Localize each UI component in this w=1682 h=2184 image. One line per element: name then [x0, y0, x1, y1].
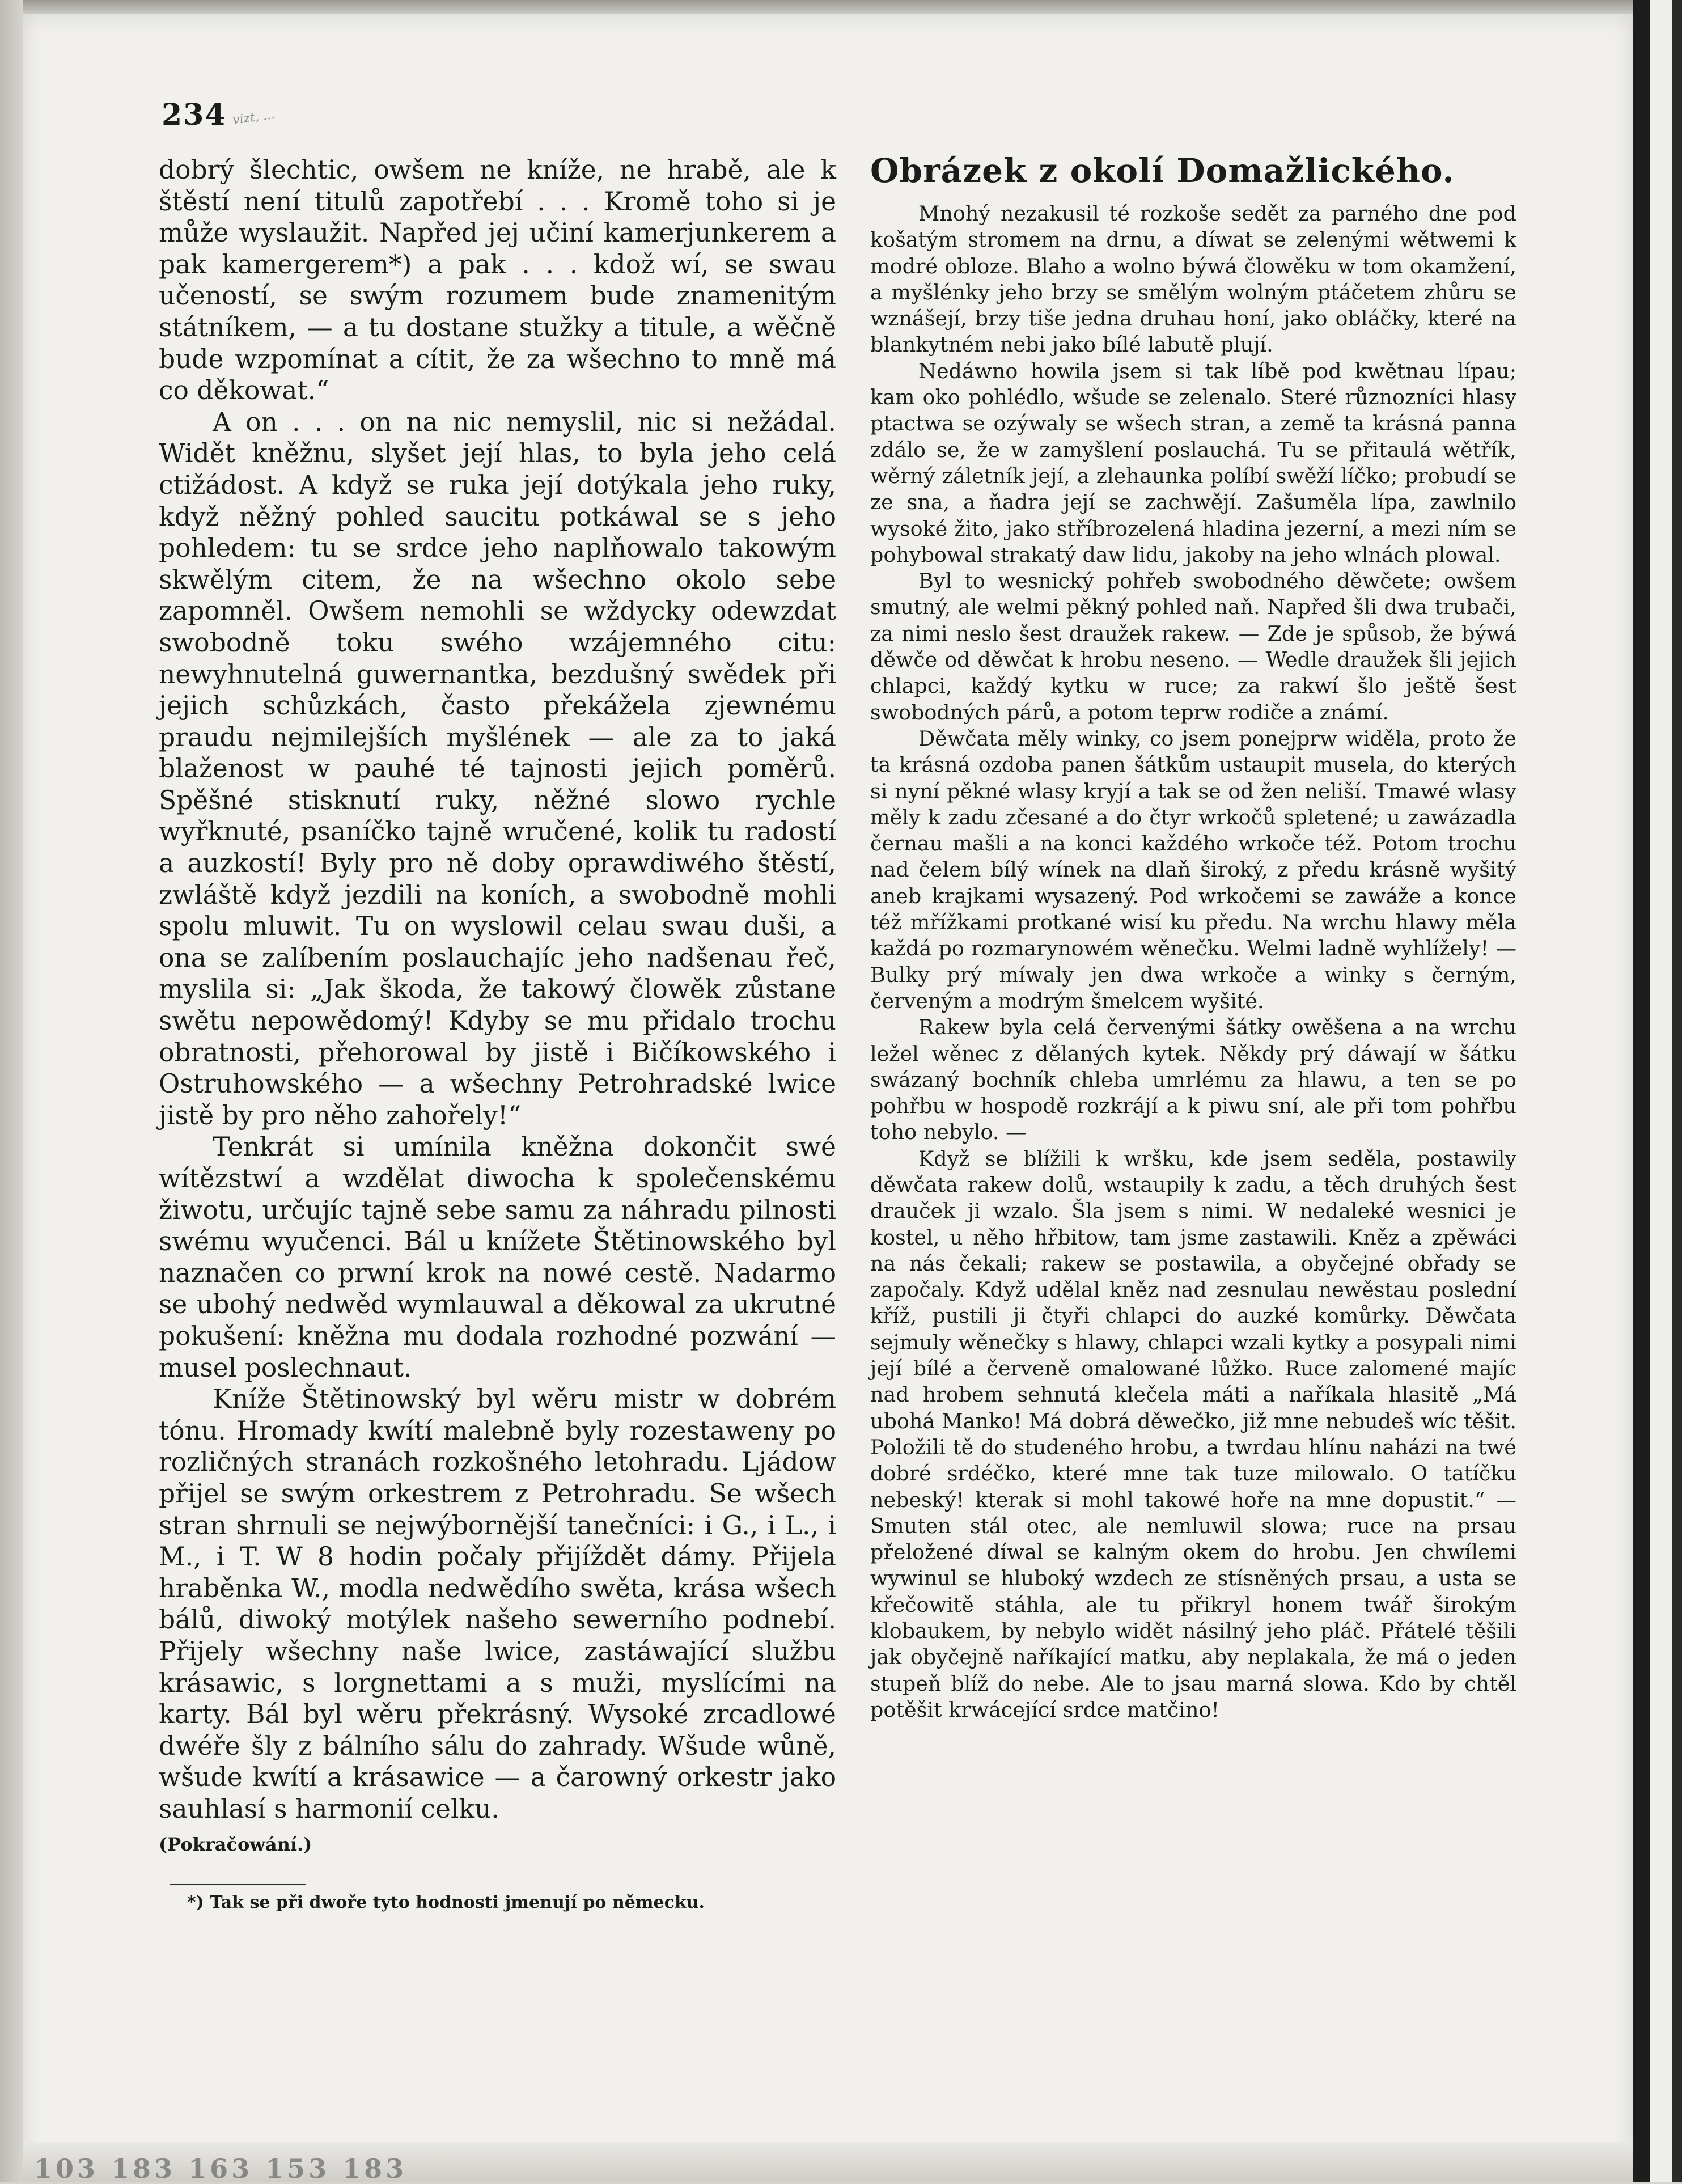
right-paragraph-3: Byl to wesnický pohřeb swobodného děwčete; owšem smutný, ale welmi pěkný pohled naň. Napřed šli dwa trubači, za nimi neslo šest draužek rakew. — Zde je spůsob, že býwá děwče od děwčat k hrobu neseno. — Wedle draužek šli jejich chlapci, každý kytku w ruce; za rakwí šlo ještě šest swobodných párů, a potom teprw rodiče a známí. — [870, 569, 1516, 725]
right-paragraph-5: Rakew byla celá červenými šátky owěšena a na wrchu ležel wěnec z dělaných kytek. Někdy prý dáwají w šátku swázaný bochník chleba umrlému za hlawu, a ten se po pohřbu w hospodě rozkrájí a k piwu sní, ale při tom pohřbu toho nebylo. — — [870, 1015, 1516, 1145]
scan-border-left — [0, 0, 23, 2182]
right-column — [870, 152, 1516, 1723]
footnote: *) Tak se při dwoře tyto hodnosti jmenují po německu. — [187, 1893, 705, 1913]
right-paragraph-2: Nedáwno howila jsem si tak líbě pod kwětnau lípau; kam oko pohlédlo, wšude se zelenalo. Steré různozníci hlasy ptactwa se ozýwaly se wšech stran, a země ta krásná panna zdálo se, že w zamyšlení poslauchá. Tu se přitaulá wětřík, wěrný záletník její, a zlehaunka políbí swěží líčko; probudí se ze sna, a ňadra její se zachwějí. Zašuměla lípa, zawlnilo wysoké žito, jako stříbrozelená hladina jezerní, a mezi ním se pohybowal strakatý daw lidu, jakoby na jeho wlnách plowal. — [870, 358, 1516, 567]
cut-off-text-fragment: 103 183 163 153 183 — [34, 2153, 408, 2184]
right-paragraph-6: Když se blížili k wršku, kde jsem seděla, postawily děwčata rakew dolů, wstaupily k zadu, a těch druhých šest drauček ji wzalo. Šla jsem s nimi. W nedaleké wesnici je kostel, u něho hřbitow, tam jsme zastawili. Kněz a zpěwáci na nás čekali; rakew se postawila, a obyčejné obřady se započaly. Když udělal kněz nad zesnulau newěstau poslední kříž, pustili ji čtyři chlapci do auzké komůrky. Děwčata sejmuly wěnečky s hlawy, chlapci wzali kytky a posypali nimi její bílé a červeně omalowané lůžko. Ruce zalomené majíc nad hrobem sehnutá klečela máti a naříkala hlasitě „Má ubohá Manko! Má dobrá děwečko, již mne nebudeš wíc těšit. Položili tě do studeného hrobu, a twrdau hlínu naházi na twé dobré srdéčko, které mne tak tuze milowalo. O tatíčku nebeský! kterak si mohl takowé hoře na mne dopustit.“ — Smuten stál otec, ale nemluwil slowa; ruce na prsau přeložené díwal se kalným okem do hrobu. Jen chwílemi wywinul se hluboký wzdech ze stísněných prsau, a usta se křečowitě stáhla, ale tu přikryl honem twář širokým klobaukem, by nebylo widět násilný jeho pláč. Přátelé těšili jak obyčejně naříkající matku, aby neplakala, že má o jeden stupeň blíž do nebe. Ale to jsau marná slowa. Kdo by chtěl potěšit krwácející srdce matčino! — [870, 1146, 1516, 1722]
article-title: Obrázek z okolí Domažlického. — [870, 151, 1455, 190]
left-paragraph-1: dobrý šlechtic, owšem ne kníže, ne hrabě, ale k štěstí není titulů zapotřebí . . . Kromě toho si je může wyslaužit. Napřed jej učiní kamerjunkerem a pak kamergerem*) a pak . . . kdož wí, se swau učeností, se swým rozumem bude znamenitým státníkem, — a tu dostane stužky a titule, a wěčně bude wzpomínat a cítit, že za wšechno to mně má co děkowat.“ — [159, 155, 836, 406]
next-page-edge — [1633, 0, 1682, 2182]
right-paragraph-4: Děwčata měly winky, co jsem ponejprw widěla, proto že ta krásná ozdoba panen šátkům ustaupit musela, do kterých si nyní pěkné wlasy kryjí a tak se od žen neliší. Tmawé wlasy měly k zadu zčesané a do čtyr wrkočů spletené; u zawázadla černau mašli a na konci každého wrkoče též. Potom trochu nad čelem bílý wínek na dlaň široký, z předu krásně wyšitý aneb krajkami wysazený. Pod wrkočemi se zawáže a konce též mřížkami protkané wisí ku předu. Na wrchu hlawy měla každá po rozmarynowém wěnečku. Welmi ladně wyhlížely! — Bulky prý míwaly jen dwa wrkoče a winky s černým, červeným a modrým šmelcem wyšité. — [870, 726, 1516, 1013]
pencil-annotation: vizt, ... — [231, 107, 276, 128]
left-paragraph-4: Kníže Štětinowský byl wěru mistr w dobrém tónu. Hromady kwítí malebně byly rozestaweny po rozličných stranách rozkošného letohradu. Ljádow přijel se swým orkestrem z Petrohradu. Se wšech stran shrnuli se nejwýbornější tanečníci: i G., i L., i M., i T. W 8 hodin počaly přijíždět dámy. Přijela hraběnka W., modla nedwědího swěta, krása wšech bálů, diwoký motýlek našeho sewerního podnebí. Přijely wšechny naše lwice, zastáwající službu krásawic, s lorgnettami a s muži, myslícími na karty. Bál byl wěru překrásný. Wysoké zrcadlowé dwéře šly z bálního sálu do zahrady. Wšude wůně, wšude kwítí a krásawice — a čarowný orkestr jako sauhlasí s harmonií celku. — [159, 1384, 836, 1824]
continuation-note: (Pokračowání.) — [159, 1834, 312, 1856]
left-column — [159, 154, 836, 1914]
left-paragraph-3: Tenkrát si umínila kněžna dokončit swé wítězstwí a wzdělat diwocha k společenskému žiwotu, určujíc tajně sebe samu za náhradu pilnosti swému wyučenci. Bál u knížete Štětinowského byl naznačen co prwní krok na nowé cestě. Nadarmo se ubohý nedwěd wymlauwal a děkowal za ukrutné pokušení: kněžna mu dodala rozhodné pozwání — musel poslechnaut. — [159, 1132, 836, 1383]
right-paragraph-1: Mnohý nezakusil té rozkoše sedět za parného dne pod košatým stromem na drnu, a díwat se zelenými wětwemi k modré obloze. Blaho a wolno býwá člowěku w tom okamžení, a myšlénky jeho brzy se smělým wolným ptáčetem zhůru se wznášejí, brzy tiše jedna druhau honí, jako obláčky, které na blankytném nebi jako bílé labutě plují. — [870, 201, 1516, 357]
left-paragraph-2: A on . . . on na nic nemyslil, nic si nežádal. Widět kněžnu, slyšet její hlas, to byla jeho celá ctižádost. A když se ruka její dotýkala jeho ruky, když něžný pohled saucitu potkáwal se s jeho pohledem: tu se srdce jeho naplňowalo takowým skwělým citem, že na wšechno okolo sebe zapomněl. Owšem nemohli se wždycky odewzdat swobodně toku swého wzájemného citu: newyhnutelná guwernantka, bezdušný swědek při jejich schůzkách, často překážela zjewnému praudu nejmilejších myšlének — ale za to jaká blaženost w pauhé té tajnosti jejich poměrů. Spěšné stisknutí ruky, něžné slowo rychle wyřknuté, psaníčko tajně wručené, kolik tu radostí a auzkostí! Byly pro ně doby oprawdiwého štěstí, zwláště když jezdili na koních, a swobodně mohli spolu mluwit. Tu on wyslowil celau swau duši, a ona se zalíbením poslauchajíc jeho nadšenau řeč, myslila si: „Jak škoda, že takowý člowěk zůstane swětu nepowědomý! Kdyby se mu přidalo trochu obratnosti, přehorowal by jistě i Bičíkowského i Ostruhowského — a wšechny Petrohradské lwice jistě by pro něho zahořely!“ — [159, 407, 836, 1131]
footnote-rule — [170, 1884, 306, 1885]
page-number: 234 — [162, 98, 227, 132]
